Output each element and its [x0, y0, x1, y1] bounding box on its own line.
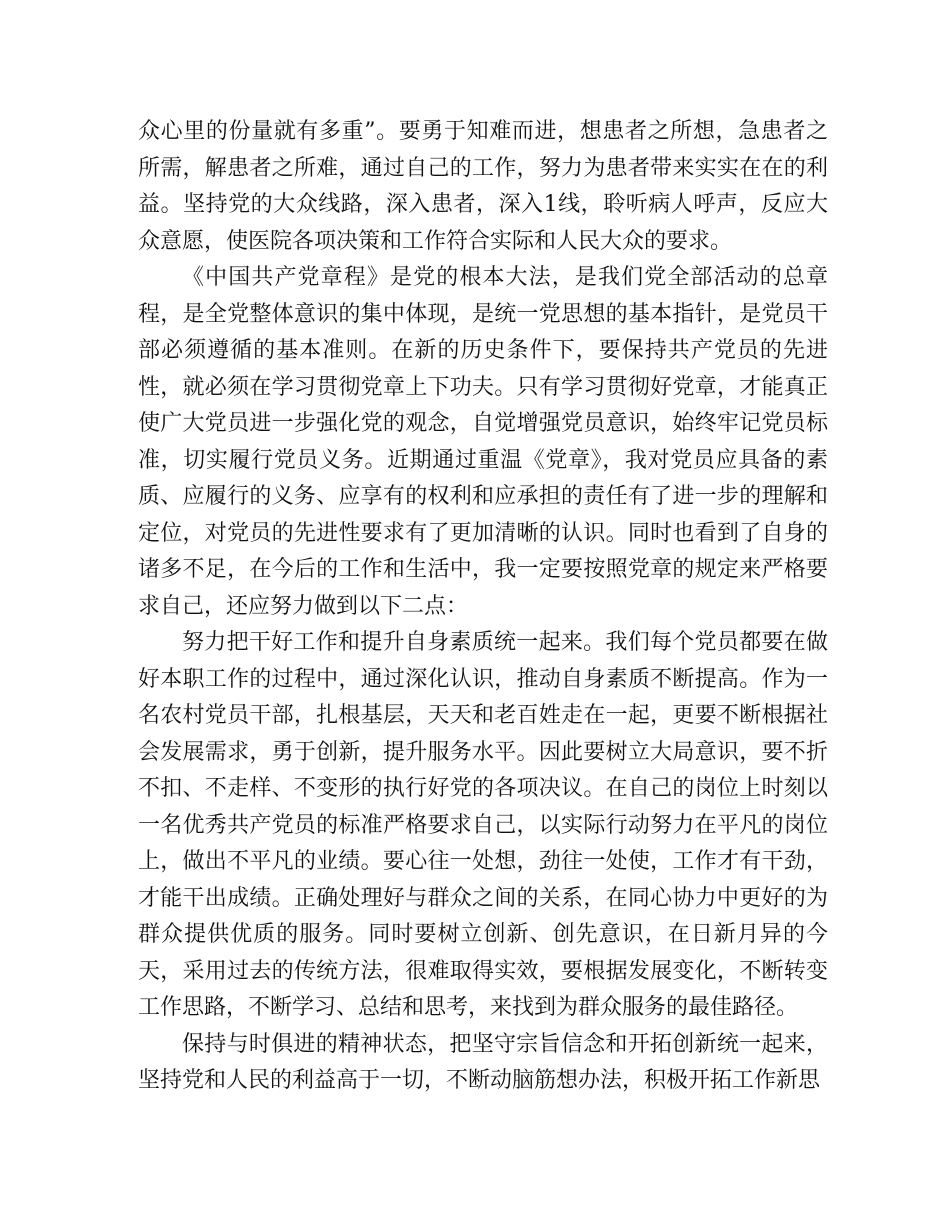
paragraph-continuation: 众心里的份量就有多重”。要勇于知难而进，想患者之所想，急患者之所需，解患者之所难，通过自己的工作，努力为患者带来实实在在的利益。坚持党的大众线路，深入患者，深入1线，聆听病人呼声，反应大众意愿，使医院各项决策和工作符合实际和人民大众的要求。: [138, 119, 828, 254]
paragraph-keep-pace-with-times: 保持与时俱进的精神状态，把坚守宗旨信念和开拓创新统一起来，坚持党和人民的利益高于一切，不断动脑筋想办法，积极开拓工作新思: [138, 1031, 828, 1093]
paragraph-work-and-quality: 努力把干好工作和提升自身素质统一起来。我们每个党员都要在做好本职工作的过程中，通过深化认识，推动自身素质不断提高。作为一名农村党员干部，扎根基层，天天和老百姓走在一起，更要不断根据社会发展需求，勇于创新，提升服务水平。因此要树立大局意识，要不折不扣、不走样、不变形的执行好党的各项决议。在自己的岗位上时刻以一名优秀共产党员的标准严格要求自己，以实际行动努力在平凡的岗位上，做出不平凡的业绩。要心往一处想，劲往一处使，工作才有干劲，才能干出成绩。正确处理好与群众之间的关系，在同心协力中更好的为群众提供优质的服务。同时要树立创新、创先意识，在日新月异的今天，采用过去的传统方法，很难取得实效，要根据发展变化，不断转变工作思路，不断学习、总结和思考，来找到为群众服务的最佳路径。: [138, 630, 828, 1020]
paragraph-party-constitution: 《中国共产党章程》是党的根本大法，是我们党全部活动的总章程，是全党整体意识的集中体现，是统一党思想的基本指针，是党员干部必须遵循的基本准则。在新的历史条件下，要保持共产党员的先进性，就必须在学习贯彻党章上下功夫。只有学习贯彻好党章，才能真正使广大党员进一步强化党的观念，自觉增强党员意识，始终牢记党员标准，切实履行党员义务。近期通过重温《党章》，我对党员应具备的素质、应履行的义务、应享有的权利和应承担的责任有了进一步的理解和定位，对党员的先进性要求有了更加清晰的认识。同时也看到了自身的诸多不足，在今后的工作和生活中，我一定要按照党章的规定来严格要求自己，还应努力做到以下二点：: [138, 265, 828, 619]
document-body: [138, 114, 828, 1100]
